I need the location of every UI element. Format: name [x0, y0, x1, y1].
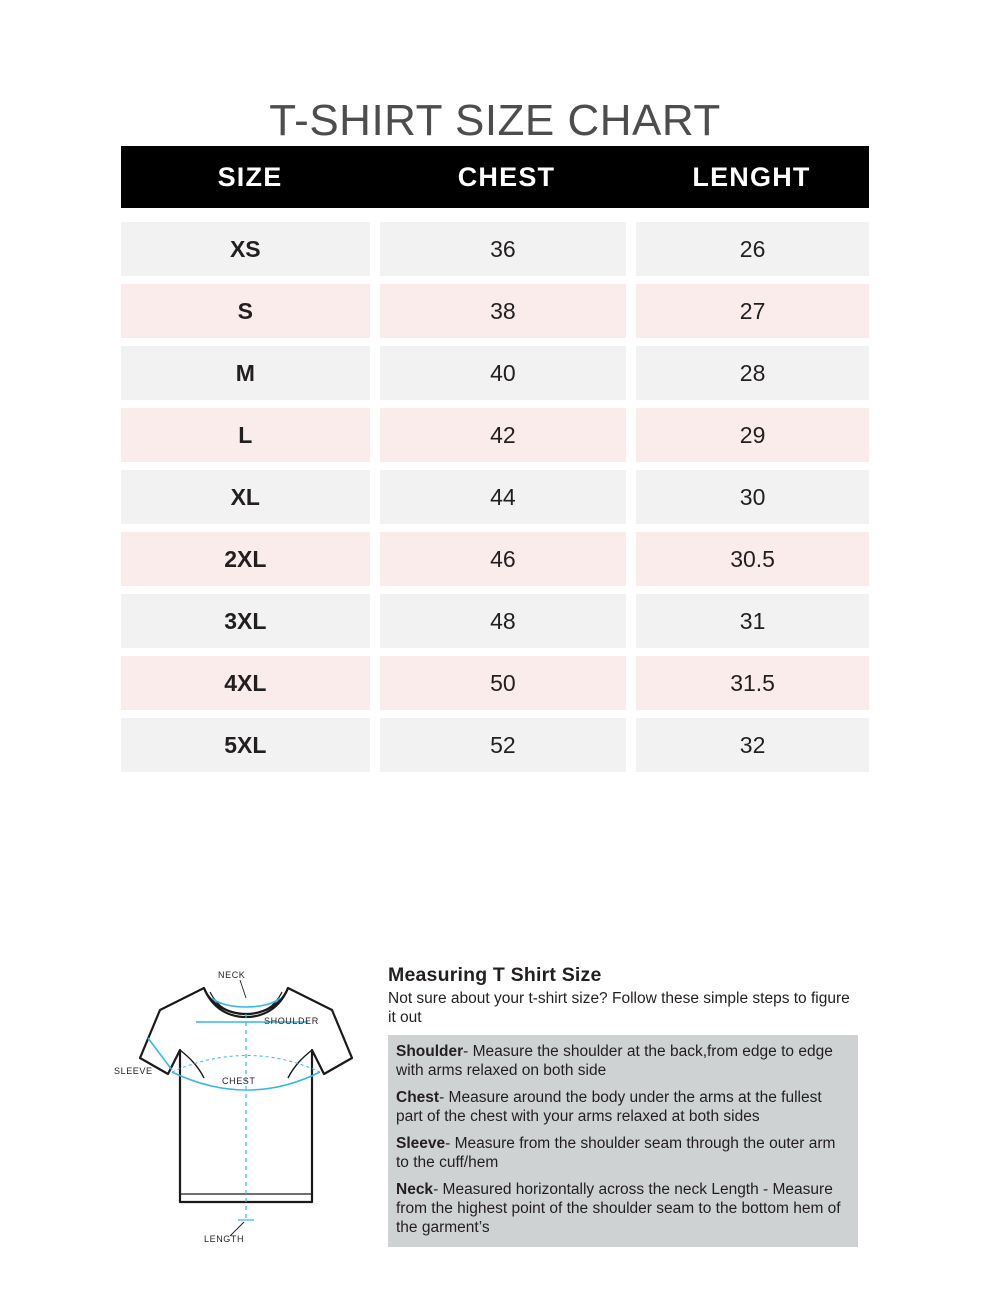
measuring-intro: Not sure about your t-shirt size? Follow these simple steps to figure it out	[388, 990, 850, 1026]
measuring-section	[0, 948, 990, 1268]
step-chest-text: - Measure around the body under the arms at the fullest part of the chest with your arms relaxed at both sides	[396, 1089, 822, 1125]
cell-size: S	[121, 284, 370, 338]
label-neck: NECK	[218, 970, 246, 980]
label-sleeve: SLEEVE	[114, 1066, 153, 1076]
label-chest: CHEST	[222, 1076, 256, 1086]
step-neck	[396, 1180, 850, 1237]
column-header-length: LENGHT	[692, 161, 811, 192]
step-shoulder-text: - Measure the shoulder at the back,from edge to edge with arms relaxed on both side	[396, 1043, 833, 1079]
cell-chest: 38	[380, 284, 627, 338]
measuring-steps-box	[388, 1035, 858, 1247]
cell-size: M	[121, 346, 370, 400]
cell-size: 5XL	[121, 718, 370, 772]
column-header-chest: CHEST	[457, 161, 556, 192]
cell-size: XL	[121, 470, 370, 524]
cell-length: 31	[636, 594, 869, 648]
cell-chest: 44	[380, 470, 627, 524]
measuring-instructions	[388, 964, 858, 1247]
page-title: T-SHIRT SIZE CHART	[269, 96, 721, 145]
column-header-size: SIZE	[217, 161, 283, 192]
step-shoulder-term: Shoulder	[396, 1043, 464, 1060]
cell-size: L	[121, 408, 370, 462]
table-row	[121, 656, 869, 710]
step-neck-text: - Measured horizontally across the neck Length - Measure from the highest point of the shoulder seam to the bottom hem of the garment’s	[396, 1181, 841, 1236]
cell-length: 26	[636, 222, 869, 276]
label-shoulder: SHOULDER	[264, 1016, 319, 1026]
cell-chest: 46	[380, 532, 627, 586]
measuring-heading: Measuring T Shirt Size	[388, 964, 602, 986]
cell-size: XS	[121, 222, 370, 276]
cell-chest: 50	[380, 656, 627, 710]
cell-length: 32	[636, 718, 869, 772]
cell-length: 31.5	[636, 656, 869, 710]
cell-size: 2XL	[121, 532, 370, 586]
cell-chest: 36	[380, 222, 627, 276]
table-header-row	[121, 146, 869, 208]
step-chest-term: Chest	[396, 1089, 440, 1106]
label-length: LENGTH	[204, 1234, 245, 1244]
step-chest	[396, 1088, 850, 1126]
table-row	[121, 532, 869, 586]
cell-length: 30	[636, 470, 869, 524]
table-row	[121, 470, 869, 524]
table-row	[121, 408, 869, 462]
cell-chest: 40	[380, 346, 627, 400]
step-neck-term: Neck	[396, 1181, 434, 1198]
step-sleeve	[396, 1134, 850, 1172]
cell-chest: 42	[380, 408, 627, 462]
cell-size: 4XL	[121, 656, 370, 710]
size-table-body	[121, 222, 869, 772]
step-shoulder	[396, 1042, 850, 1080]
table-row	[121, 594, 869, 648]
table-row	[121, 718, 869, 772]
cell-size: 3XL	[121, 594, 370, 648]
cell-chest: 48	[380, 594, 627, 648]
step-sleeve-text: - Measure from the shoulder seam through the outer arm to the cuff/hem	[396, 1135, 836, 1171]
table-row	[121, 346, 869, 400]
table-row	[121, 222, 869, 276]
cell-length: 29	[636, 408, 869, 462]
cell-length: 30.5	[636, 532, 869, 586]
table-row	[121, 284, 869, 338]
step-sleeve-term: Sleeve	[396, 1135, 446, 1152]
tshirt-diagram-icon	[112, 954, 380, 1252]
cell-chest: 52	[380, 718, 627, 772]
cell-length: 28	[636, 346, 869, 400]
cell-length: 27	[636, 284, 869, 338]
